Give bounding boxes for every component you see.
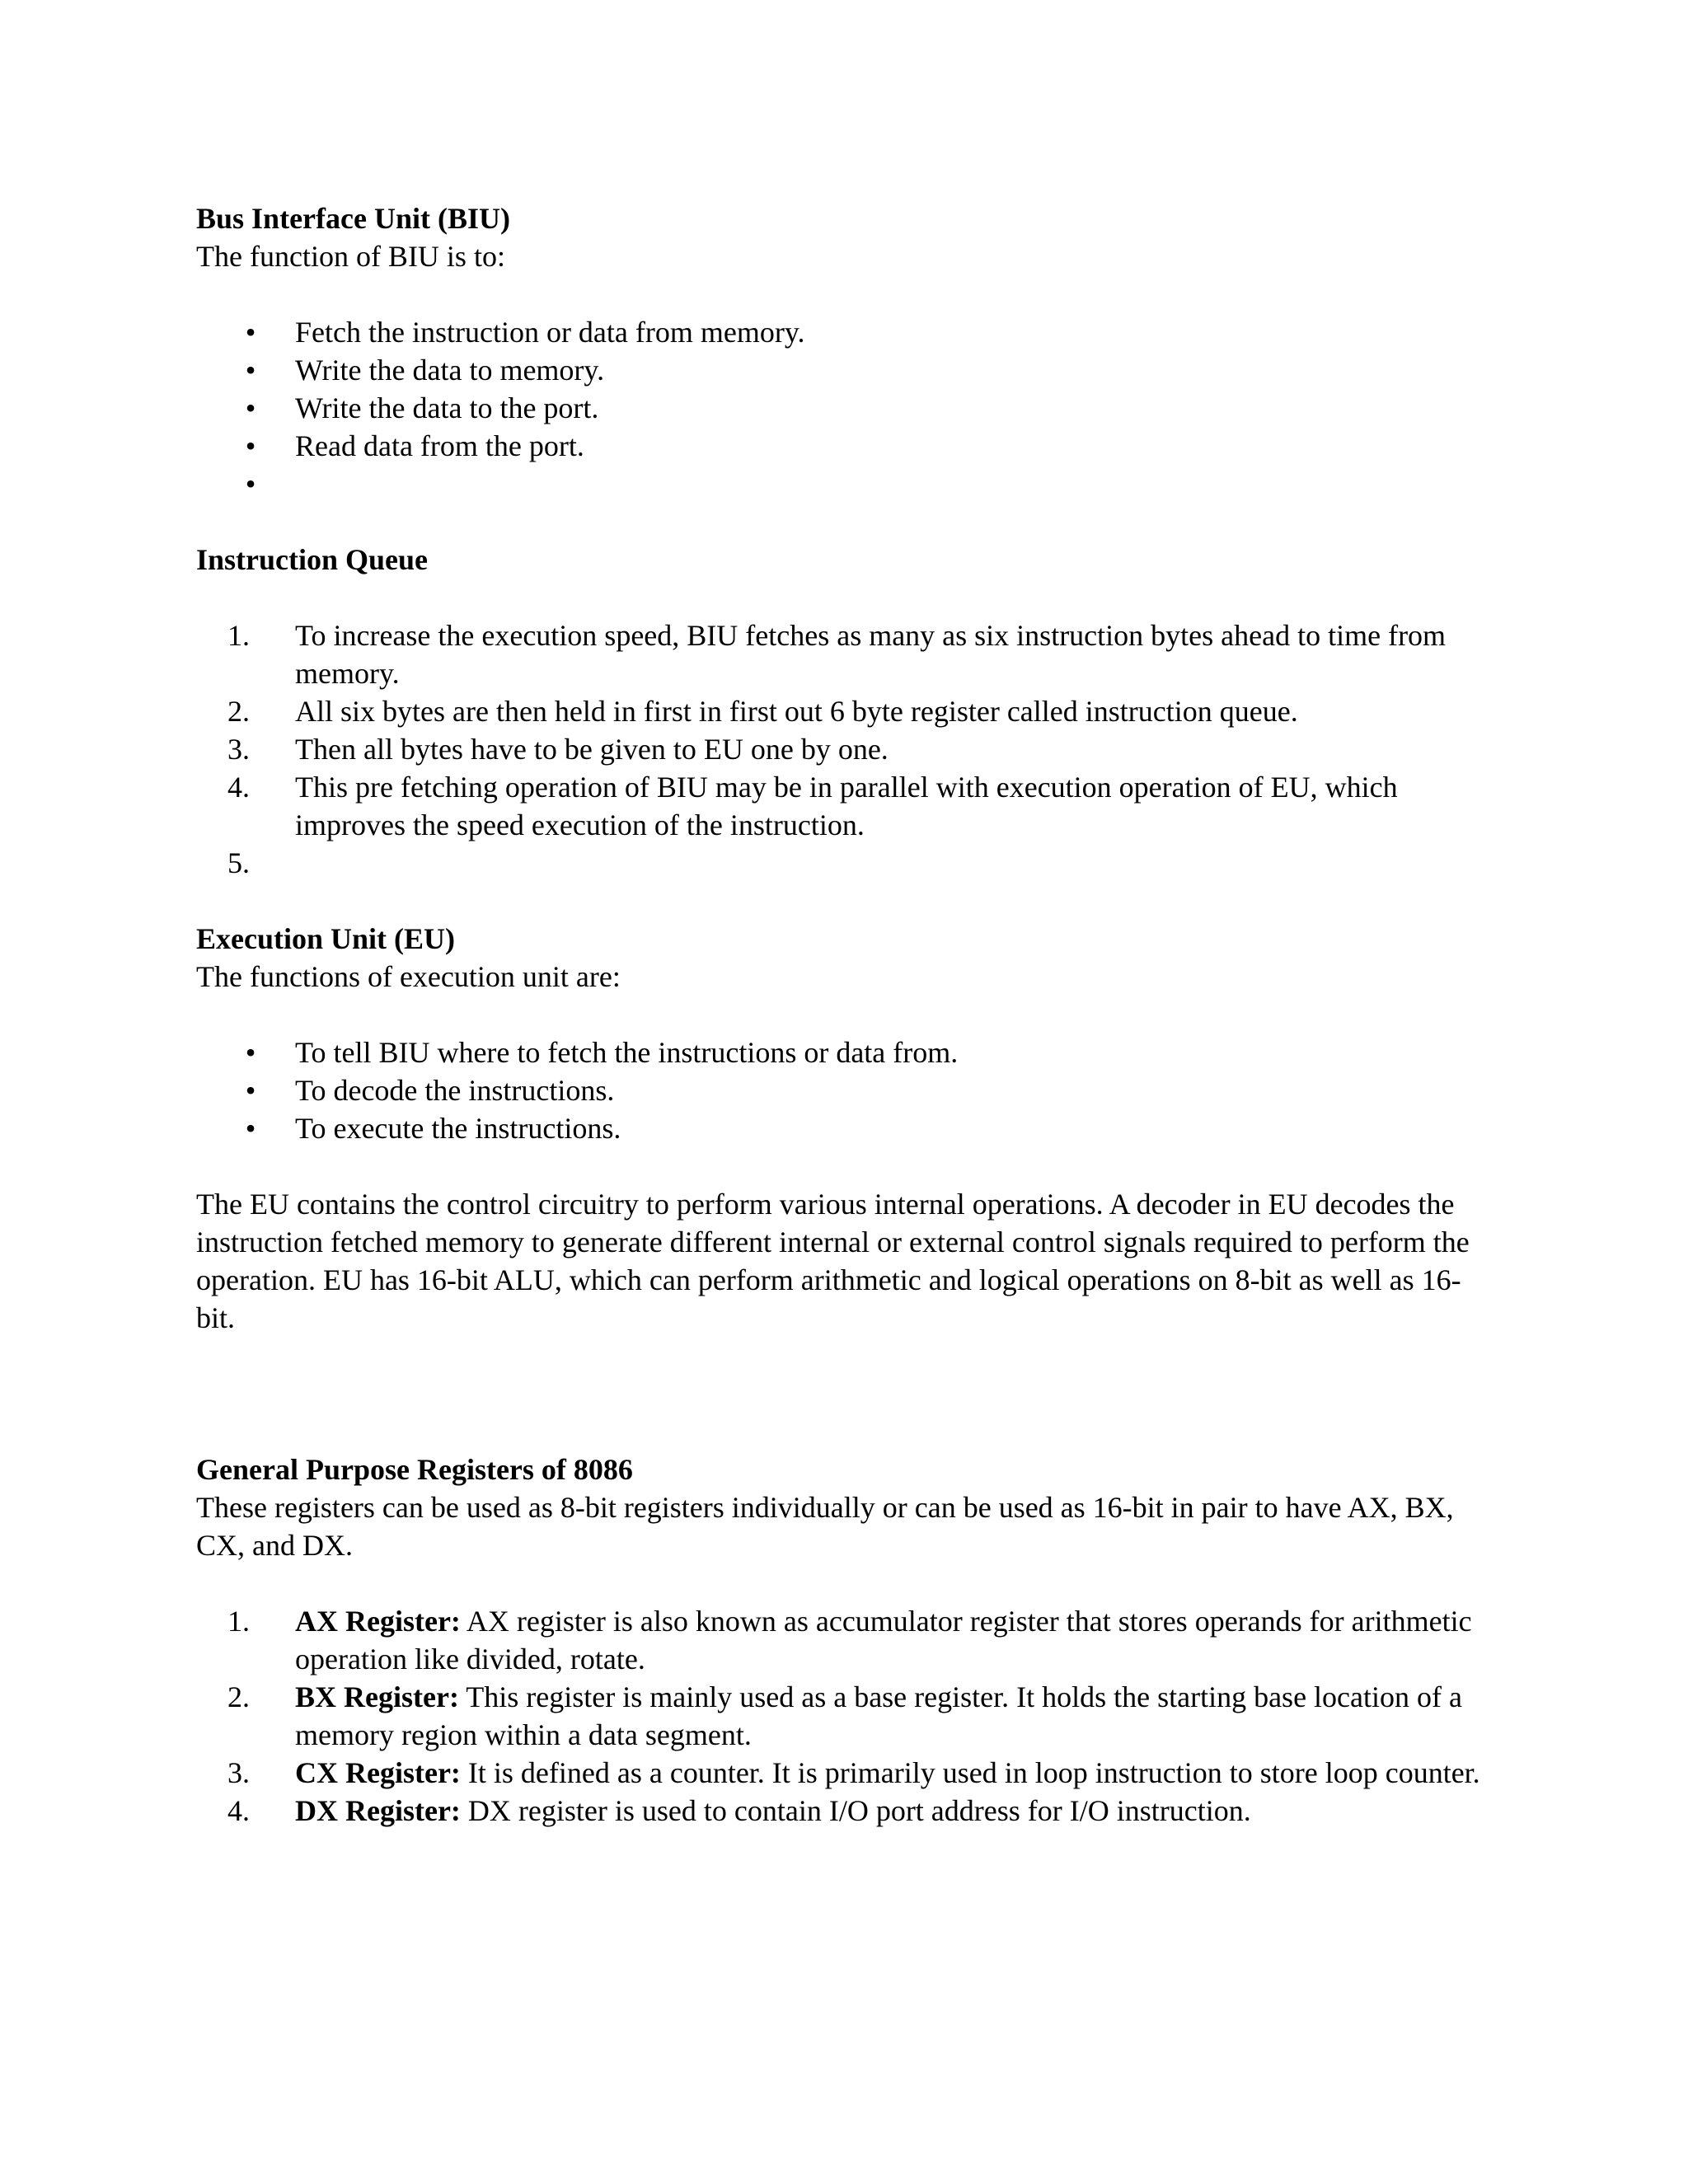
list-item-text: DX register is used to contain I/O port address for I/O instruction.	[460, 1794, 1251, 1827]
list-item	[196, 351, 1498, 389]
biu-bullet-list	[196, 313, 1498, 503]
list-item-text: This register is mainly used as a base register. It holds the starting base location of a memory region within a data segment.	[295, 1680, 1462, 1751]
gpr-intro: These registers can be used as 8-bit registers individually or can be used as 16-bit in pair to have AX, BX, CX, and DX.	[196, 1491, 1454, 1562]
eu-paragraph: The EU contains the control circuitry to perform various internal operations. A decoder in EU decodes the instruction fetched memory to generate different internal or external control signals required to perform the operation. EU has 16-bit ALU, which can perform arithmetic and logical operations on 8-bit as well as 16-bit.	[196, 1188, 1470, 1334]
eu-heading: Execution Unit (EU)	[196, 922, 455, 955]
list-item	[196, 427, 1498, 465]
list-number: 2.	[227, 1680, 250, 1713]
register-term: AX Register:	[295, 1605, 461, 1638]
list-item	[196, 465, 1498, 503]
list-item	[196, 1109, 1498, 1147]
list-item	[196, 389, 1498, 427]
list-number: 4.	[227, 1794, 250, 1827]
list-item-text	[295, 467, 302, 500]
register-term: DX Register:	[295, 1794, 461, 1827]
list-item-text: To execute the instructions.	[295, 1112, 621, 1145]
list-item-text: To tell BIU where to fetch the instructions or data from.	[295, 1036, 959, 1069]
list-item-text: To increase the execution speed, BIU fetches as many as six instruction bytes ahead to time from memory.	[295, 619, 1447, 690]
list-number: 3.	[227, 733, 250, 766]
list-item	[196, 1071, 1498, 1109]
list-number: 3.	[227, 1756, 250, 1789]
list-item-text: It is defined as a counter. It is primarily used in loop instruction to store loop counter.	[460, 1756, 1480, 1789]
bullet-icon: •	[245, 1074, 256, 1107]
biu-intro: The function of BIU is to:	[196, 240, 505, 273]
list-item-text: This pre fetching operation of BIU may be in parallel with execution operation of EU, which improves the speed execution of the instruction.	[295, 771, 1398, 841]
eu-intro: The functions of execution unit are:	[196, 960, 621, 993]
list-item-text: Write the data to memory.	[295, 354, 605, 387]
register-term: CX Register:	[295, 1756, 461, 1789]
list-item-text: To decode the instructions.	[295, 1074, 615, 1107]
list-item	[196, 692, 1498, 730]
eu-bullet-list	[196, 1033, 1498, 1147]
list-number: 2.	[227, 695, 250, 728]
list-number: 4.	[227, 771, 250, 804]
list-item	[196, 1754, 1498, 1792]
gpr-numbered-list	[196, 1602, 1498, 1830]
list-item-text	[295, 846, 302, 879]
bullet-icon: •	[245, 429, 256, 462]
queue-numbered-list	[196, 616, 1498, 882]
list-item-text: Then all bytes have to be given to EU one by one.	[295, 733, 889, 766]
bullet-icon: •	[245, 391, 256, 424]
list-number: 5.	[227, 846, 250, 879]
list-item	[196, 1602, 1498, 1678]
bullet-icon: •	[245, 316, 256, 349]
list-item-text: Fetch the instruction or data from memory.	[295, 316, 805, 349]
list-item-text: All six bytes are then held in first in first out 6 byte register called instruction queue.	[295, 695, 1298, 728]
list-item	[196, 1678, 1498, 1754]
list-item	[196, 730, 1498, 768]
list-item-text: Write the data to the port.	[295, 391, 599, 424]
bullet-icon: •	[245, 1112, 256, 1145]
list-item	[196, 844, 1498, 882]
gpr-heading: General Purpose Registers of 8086	[196, 1453, 633, 1486]
list-item	[196, 1792, 1498, 1830]
list-number: 1.	[227, 1605, 250, 1638]
list-item	[196, 768, 1498, 844]
list-item-text: Read data from the port.	[295, 429, 584, 462]
list-item	[196, 313, 1498, 351]
bullet-icon: •	[245, 354, 256, 387]
queue-heading: Instruction Queue	[196, 543, 429, 576]
list-item-text: AX register is also known as accumulator register that stores operands for arithmetic operation like divided, rotate.	[295, 1605, 1472, 1675]
list-item	[196, 616, 1498, 692]
document-page	[196, 199, 1498, 1830]
bullet-icon: •	[245, 1036, 256, 1069]
list-number: 1.	[227, 619, 250, 652]
bullet-icon: •	[245, 467, 256, 500]
list-item	[196, 1033, 1498, 1071]
register-term: BX Register:	[295, 1680, 459, 1713]
biu-heading: Bus Interface Unit (BIU)	[196, 202, 510, 235]
